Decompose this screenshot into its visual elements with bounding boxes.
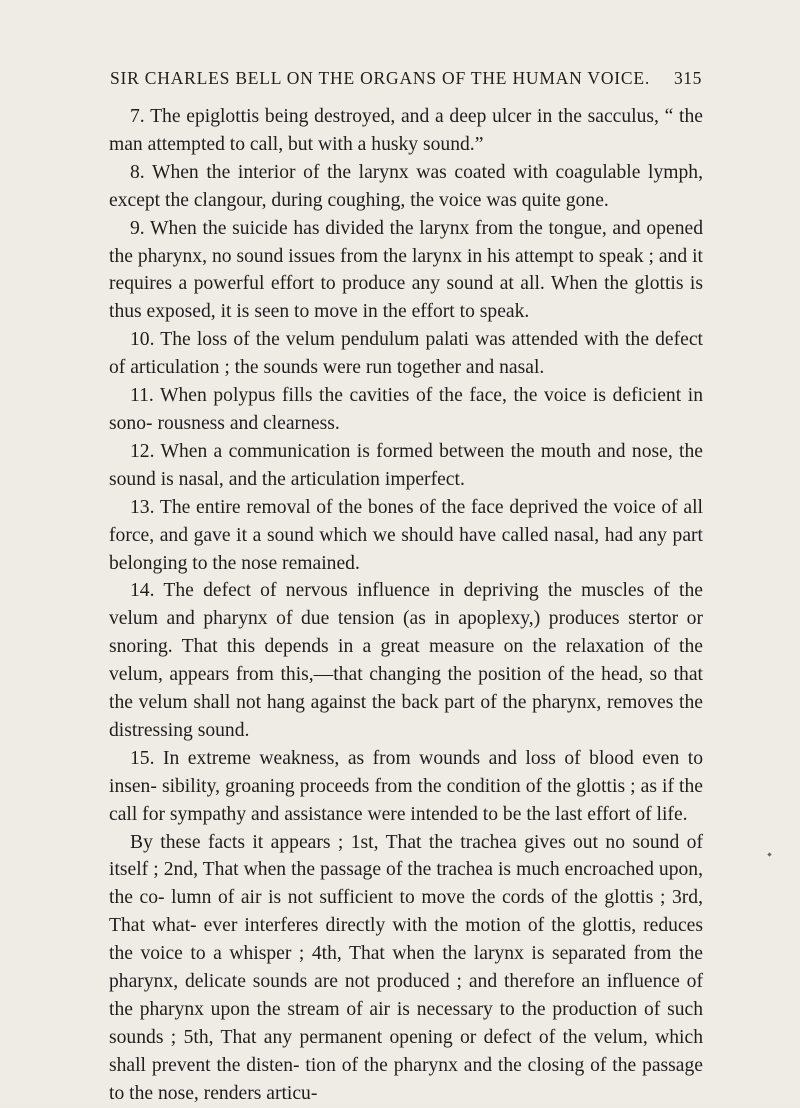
paragraph-12: 12. When a communication is formed between the mouth and nose, the sound is nasal, and the articulation imperfect. — [109, 440, 703, 490]
running-title: SIR CHARLES BELL ON THE ORGANS OF THE HUMAN VOICE. — [110, 68, 651, 88]
running-head — [110, 68, 702, 92]
paragraph-7: 7. The epiglottis being destroyed, and a deep ulcer in the sacculus, “ the man attempted to call, but with a husky sound.” — [109, 106, 703, 155]
page-number: 315 — [673, 68, 702, 88]
paragraph-13: 13. The entire removal of the bones of the face deprived the voice of all force, and gave it a sound which we should have called nasal, had any part belonging to the nose remained. — [109, 496, 703, 574]
paragraph-11: 11. When polypus fills the cavities of the face, the voice is deficient in sono- rousness and clearness. — [109, 385, 703, 434]
paragraph-conclusions: By these facts it appears ; 1st, That the trachea gives out no sound of itself ; 2nd, That when the passage of the trachea is much encroached upon, the co- lumn of air is not sufficient to move the cords of the glottis ; 3rd, That what- ever interferes directly with the motion of the glottis, reduces the voice to a whisper ; 4th, That when the larynx is separated from the pharynx, delicate sounds are not produced ; and therefore an influence of the pharynx upon the stream of air is necessary to the production of such sounds ; 5th, That any permanent opening or defect of the velum, which shall prevent the disten- tion of the pharynx and the closing of the passage to the nose, renders articu- — [109, 831, 703, 1104]
paragraph-9: 9. When the suicide has divided the larynx from the tongue, and opened the pharynx, no sound issues from the larynx in his attempt to speak ; and it requires a powerful effort to produce any sound at all. When the glottis is thus exposed, it is seen to move in the effort to speak. — [109, 217, 703, 323]
paragraph-10: 10. The loss of the velum pendulum palati was attended with the defect of articulation ; the sounds were run together and nasal. — [109, 329, 703, 379]
margin-speck — [767, 852, 771, 856]
paragraph-14: 14. The defect of nervous influence in depriving the muscles of the velum and pharynx of due tension (as in apoplexy,) produces stertor or snoring. That this depends in a great measure on the relaxation of the velum, appears from this,—that changing the position of the head, so that the velum shall not hang against the back part of the pharynx, removes the distressing sound. — [109, 580, 703, 741]
paragraph-8: 8. When the interior of the larynx was coated with coagulable lymph, except the clangour, during coughing, the voice was quite gone. — [109, 161, 703, 211]
body-text — [109, 103, 703, 1108]
paragraph-15: 15. In extreme weakness, as from wounds and loss of blood even to insen- sibility, groaning proceeds from the condition of the glottis ; as if the call for sympathy and assistance were intended to be the last effort of life. — [109, 747, 703, 825]
